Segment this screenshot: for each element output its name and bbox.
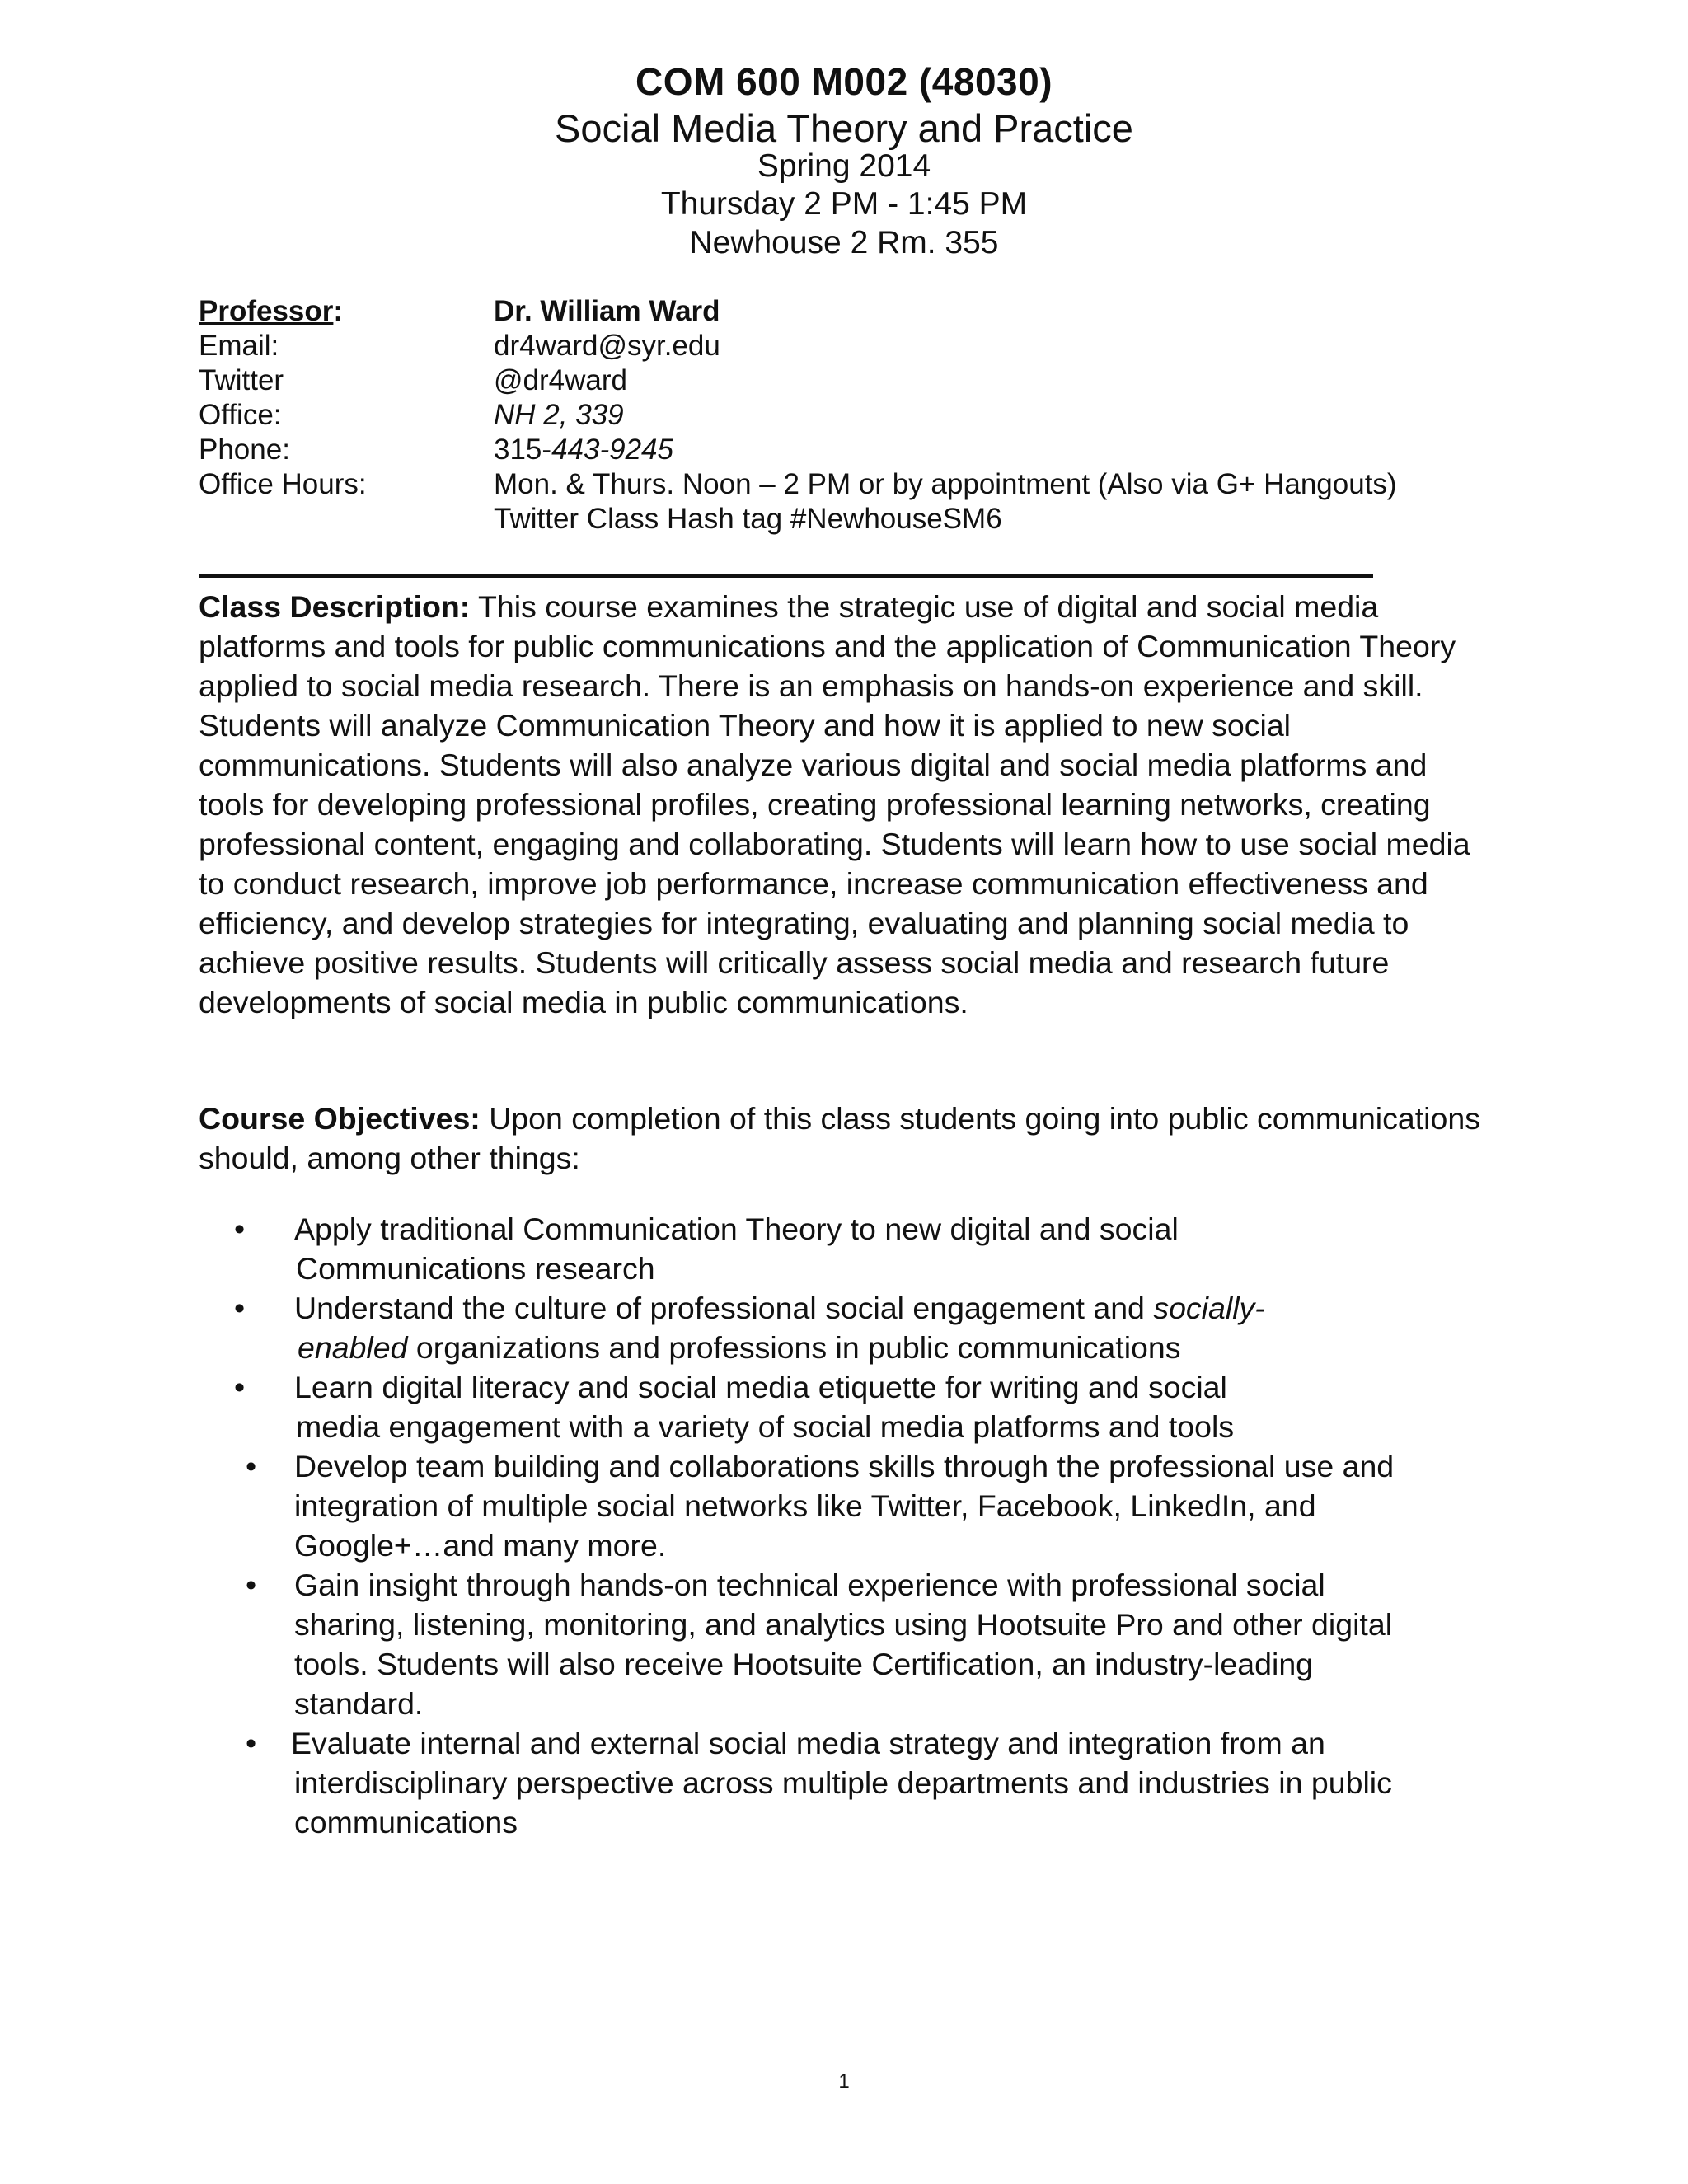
objective-item: • Understand the culture of professional social engagement and socially- enabled organizations and professions in public communications [234, 1288, 1470, 1367]
class-description-body: This course examines the strategic use of digital and social media platforms and tools for public communications and the application of Communication Theory applied to social media research. There is an emphasis on hands-on experience and skill. Students will analyze Communication Theory and how it is applied to new social communications. Students will also analyze various digital and social media platforms and tools for developing professional profiles, creating professional learning networks, creating professional content, engaging and collaborating. Students will learn how to use social media to conduct research, improve job performance, increase communication effectiveness and efficiency, and develop strategies for integrating, evaluating and planning social media to achieve positive results. Students will critically assess social media and research future developments of social media in public communications. [199, 589, 1470, 1019]
course-objectives-heading: Course Objectives: [199, 1101, 481, 1136]
office-hours-value: Mon. & Thurs. Noon – 2 PM or by appointment (Also via G+ Hangouts) [494, 468, 1397, 500]
course-objectives [199, 1099, 1493, 1178]
course-code: COM 600 M002 (48030) [635, 60, 1053, 103]
email-value: dr4ward@syr.edu [494, 330, 720, 362]
section-divider [199, 574, 1373, 578]
bullet-icon: • [246, 1568, 257, 1602]
objective-item: • Apply traditional Communication Theory to new digital and social Communications research [234, 1209, 1470, 1288]
objective-item: • Gain insight through hands-on technical experience with professional social sharing, listening, monitoring, and analytics using Hootsuite Pro and other digital tools. Students will also receive Hootsuite Certification, an industry-leading standard. [246, 1565, 1498, 1723]
objective-item: • Learn digital literacy and social media etiquette for writing and social media engagement with a variety of social media platforms and tools [234, 1367, 1470, 1446]
office-label: Office: [199, 399, 282, 431]
email-label: Email: [199, 330, 279, 362]
bullet-icon: • [234, 1291, 246, 1325]
office-hours-label: Office Hours: [199, 468, 367, 500]
phone-label: Phone: [199, 434, 290, 466]
objective-item: • Develop team building and collaborations skills through the professional use and integration of multiple social networks like Twitter, Facebook, LinkedIn, and Google+…and many more. [246, 1446, 1498, 1565]
course-title: Social Media Theory and Practice [555, 106, 1133, 150]
class-description [199, 587, 1493, 1022]
professor-label: Professor: [199, 295, 344, 327]
twitter-handle: @dr4ward [494, 364, 627, 396]
course-term: Spring 2014 [757, 148, 931, 184]
objective-item: • Evaluate internal and external social media strategy and integration from an interdisciplinary perspective across multiple departments and industries in public communications [246, 1723, 1498, 1842]
bullet-icon: • [246, 1726, 257, 1760]
class-hashtag: Twitter Class Hash tag #NewhouseSM6 [494, 503, 1002, 535]
course-objectives-intro: Upon completion of this class students going into public communications should, among other things: [199, 1101, 1480, 1175]
class-description-heading: Class Description: [199, 589, 471, 624]
page-number: 1 [838, 2070, 850, 2093]
bullet-icon: • [234, 1370, 246, 1404]
meeting-time: Thursday 2 PM - 1:45 PM [660, 186, 1028, 222]
phone-value: 315-443-9245 [494, 434, 673, 466]
class-location: Newhouse 2 Rm. 355 [689, 225, 999, 260]
bullet-icon: • [234, 1212, 246, 1246]
office-value: NH 2, 339 [494, 399, 624, 431]
bullet-icon: • [246, 1449, 257, 1483]
professor-name: Dr. William Ward [494, 295, 720, 327]
twitter-label: Twitter [199, 364, 284, 396]
